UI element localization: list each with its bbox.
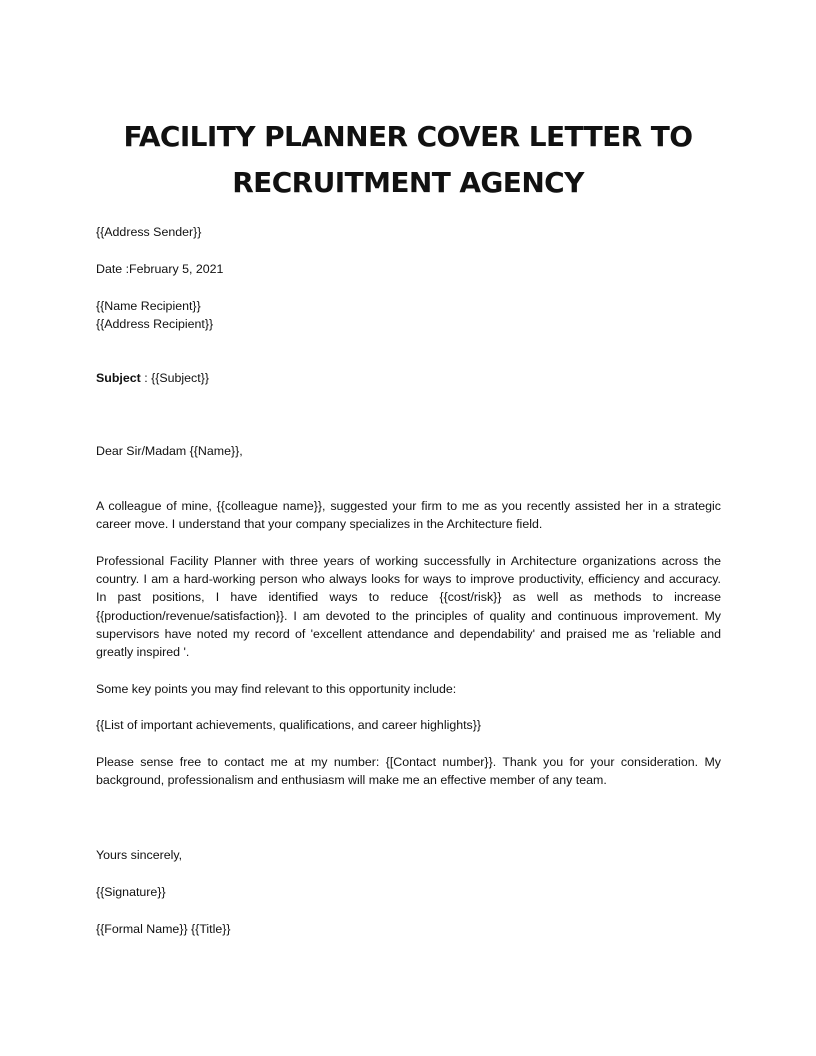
title-line-1: FACILITY PLANNER COVER LETTER TO	[123, 120, 693, 153]
subject-value: : {{Subject}}	[140, 371, 209, 385]
address-recipient: {{Address Recipient}}	[96, 317, 214, 331]
name-recipient: {{Name Recipient}}	[96, 299, 201, 313]
achievements-placeholder: {{List of important achievements, qualifications, and career highlights}}	[96, 718, 482, 732]
formal-name-title: {{Formal Name}} {{Title}}	[96, 922, 231, 936]
signature: {{Signature}}	[96, 885, 166, 899]
title-line-2: RECRUITMENT AGENCY	[232, 166, 584, 199]
salutation: Dear Sir/Madam {{Name}},	[96, 444, 243, 458]
address-sender: {{Address Sender}}	[96, 225, 202, 239]
body-paragraph-1: A colleague of mine, {{colleague name}}, suggested your firm to me as you recently assisted her in a strategic career move. I understand that your company specializes in the Architecture field.	[96, 499, 721, 532]
subject-label: Subject	[96, 371, 141, 385]
closing: Yours sincerely,	[96, 848, 183, 862]
subject-line	[96, 369, 209, 387]
body-paragraph-2: Professional Facility Planner with three years of working successfully in Architecture organizations across the country. I am a hard-working person who always looks for ways to improve productivity, efficiency and accuracy. In past positions, I have identified ways to reduce {{cost/risk}} as well as methods to increase {{production/revenue/satisfaction}}. I am devoted to the principles of quality and continuous improvement. My supervisors have noted my record of 'excellent attendance and dependability' and praised me as 'reliable and greatly inspired '.	[96, 554, 721, 660]
document-title	[60, 114, 756, 206]
date-line: Date :February 5, 2021	[96, 262, 224, 276]
body-paragraph-5: Please sense free to contact me at my number: {[Contact number}}. Thank you for your consideration. My background, professionalism and enthusiasm will make me an effective member of any team.	[96, 755, 721, 788]
body-paragraph-3: Some key points you may find relevant to this opportunity include:	[96, 682, 457, 696]
